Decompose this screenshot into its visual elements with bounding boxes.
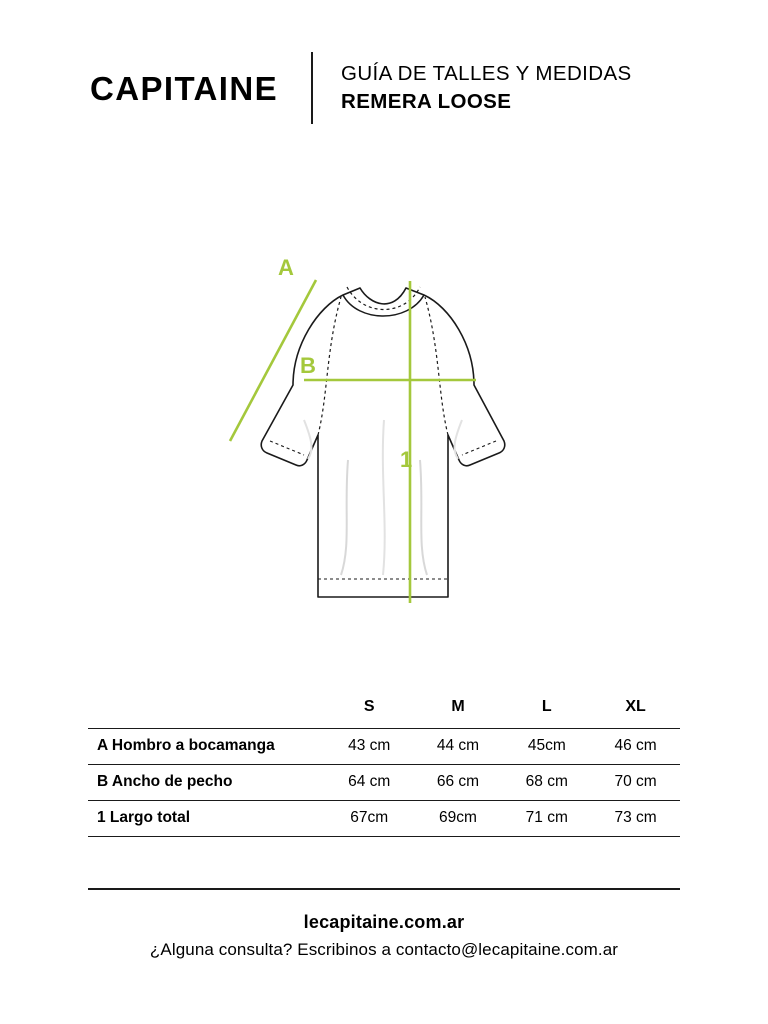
measurements-table-wrapper bbox=[88, 686, 680, 837]
cell-shoulder-xl: 46 cm bbox=[614, 737, 657, 754]
cell-chest-s: 64 cm bbox=[348, 773, 391, 790]
table-header-rowlabel bbox=[88, 686, 325, 728]
cell-length-m: 69cm bbox=[439, 809, 477, 826]
label-1: 1 bbox=[400, 447, 413, 472]
cell-chest-m: 66 cm bbox=[436, 773, 480, 790]
header-title-group bbox=[341, 63, 632, 112]
brand-logo: CAPITAINE bbox=[90, 69, 278, 107]
cell-length-s: 67cm bbox=[350, 809, 389, 826]
cell-shoulder-m: 44 cm bbox=[436, 737, 480, 754]
label-b: B bbox=[300, 353, 316, 378]
cell-length-xl: 73 cm bbox=[614, 809, 657, 826]
table-header-size-xl: XL bbox=[625, 697, 646, 715]
footer-divider bbox=[88, 888, 680, 890]
tshirt-technical-drawing-icon bbox=[208, 245, 568, 625]
page-header bbox=[0, 52, 768, 124]
header-divider bbox=[311, 52, 313, 124]
website-link[interactable]: lecapitaine.com.ar bbox=[303, 912, 465, 932]
page-footer bbox=[0, 912, 768, 960]
table-header-row bbox=[88, 686, 680, 728]
row-label-chest: B Ancho de pecho bbox=[97, 773, 233, 790]
page-title: GUÍA DE TALLES Y MEDIDAS bbox=[341, 62, 632, 86]
cell-shoulder-l: 45cm bbox=[527, 737, 566, 754]
table-row bbox=[88, 728, 680, 764]
cell-shoulder-s: 43 cm bbox=[348, 737, 391, 754]
table-header-size-l: L bbox=[541, 697, 552, 715]
page-subtitle: REMERA LOOSE bbox=[341, 90, 512, 113]
label-a: A bbox=[278, 255, 294, 280]
cell-chest-l: 68 cm bbox=[525, 773, 568, 790]
table-header-size-s: S bbox=[363, 697, 375, 715]
contact-text: ¿Alguna consulta? Escribinos a contacto@lecapitaine.com.ar bbox=[149, 940, 619, 959]
measurements-table bbox=[88, 686, 680, 837]
row-label-shoulder: A Hombro a bocamanga bbox=[97, 737, 275, 754]
tshirt-diagram bbox=[208, 245, 568, 625]
row-label-length: 1 Largo total bbox=[97, 809, 191, 826]
table-header-size-m: M bbox=[451, 697, 465, 715]
cell-chest-xl: 70 cm bbox=[614, 773, 657, 790]
table-row bbox=[88, 764, 680, 800]
cell-length-l: 71 cm bbox=[525, 809, 568, 826]
table-row bbox=[88, 800, 680, 836]
